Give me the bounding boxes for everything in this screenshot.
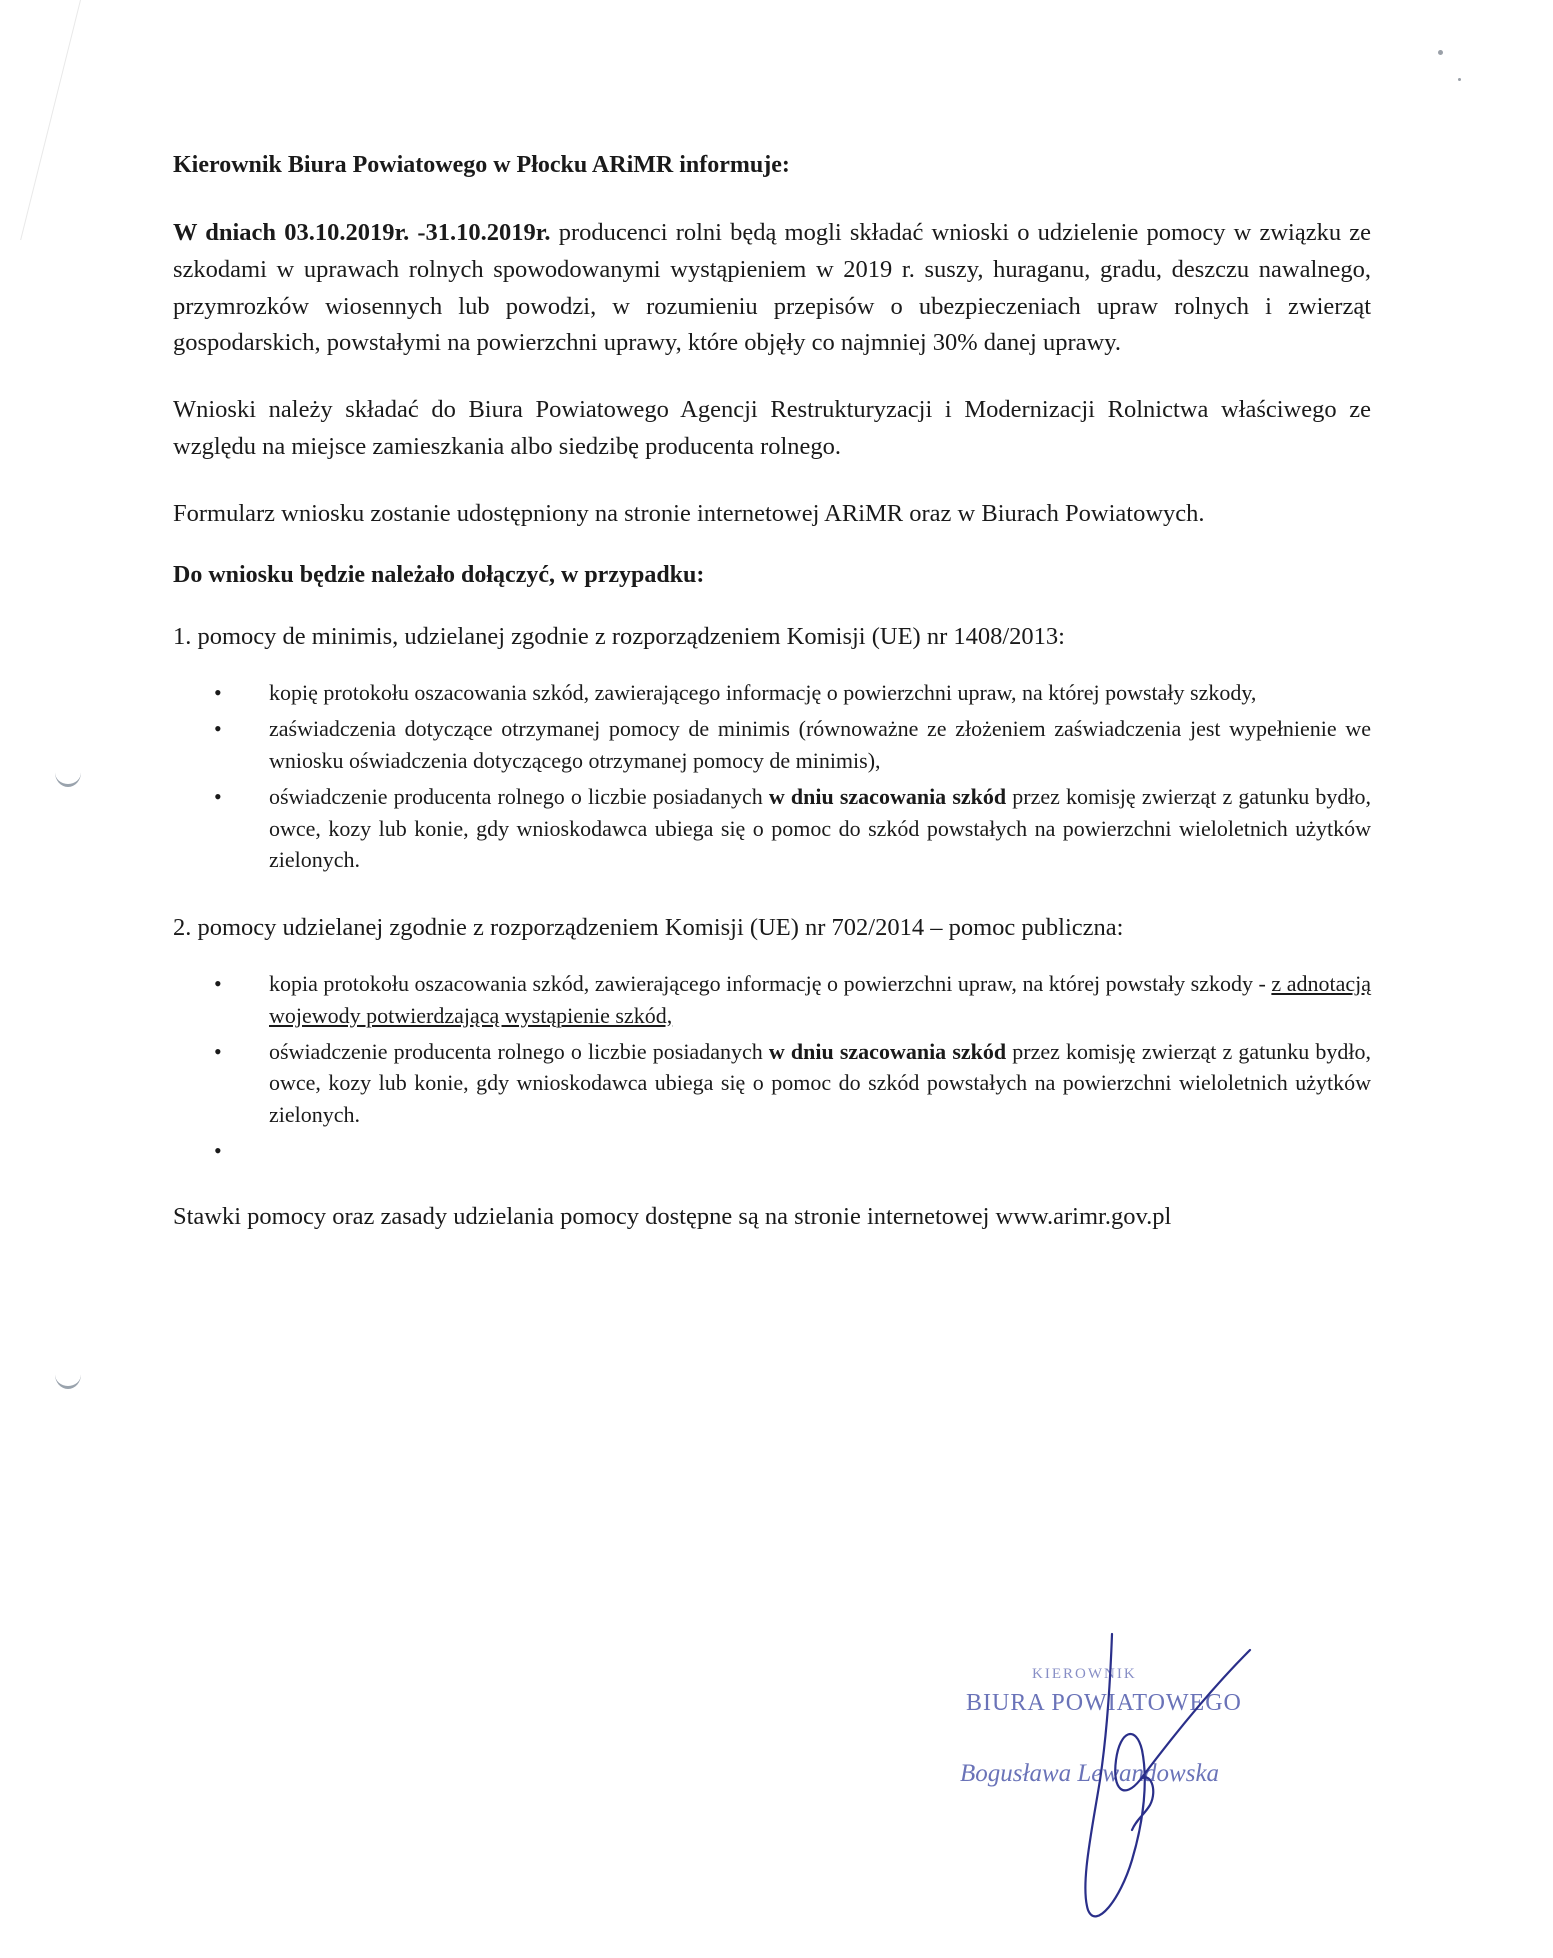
bullet-icon: • <box>214 715 222 741</box>
stamp-line-office: BIURA POWIATOWEGO <box>966 1690 1242 1716</box>
list-item: • zaświadczenia dotyczące otrzymanej pomocy de minimis (równoważne ze złożeniem zaświadczenia jest wypełnienie we wniosku oświadczenia dotyczącego otrzymanej pomocy de minimis), <box>269 713 1371 777</box>
scan-page-edge <box>0 0 81 240</box>
bullet-icon: • <box>214 679 222 705</box>
list-item: • oświadczenie producenta rolnego o liczbie posiadanych w dniu szacowania szkód przez komisję zwierząt z gatunku bydło, owce, kozy lub konie, gdy wnioskodawca ubiega się o pomoc do szkód powstałych na powierzchni wieloletnich użytków zielonych. <box>269 1036 1371 1132</box>
list-item: • oświadczenie producenta rolnego o liczbie posiadanych w dniu szacowania szkód przez komisję zwierząt z gatunku bydło, owce, kozy lub konie, gdy wnioskodawca ubiega się o pomoc do szkód powstałych na powierzchni wieloletnich użytków zielonych. <box>269 781 1371 877</box>
scan-speck <box>1458 78 1461 81</box>
bullet-icon: • <box>214 783 222 809</box>
bullet-icon: • <box>214 970 222 996</box>
list-item: • kopia protokołu oszacowania szkód, zawierającego informację o powierzchni upraw, na której powstały szkody - z adnotacją wojewody potwierdzającą wystąpienie szkód, <box>269 968 1371 1032</box>
stamp-line-title: KIEROWNIK <box>1032 1666 1137 1682</box>
submission-paragraph: Wnioski należy składać do Biura Powiatowego Agencji Restrukturyzacji i Modernizacji Rolnictwa właściwego ze względu na miejsce zamieszkania albo siedzibę producenta rolnego. <box>173 396 1371 460</box>
stamp-line-name: Bogusława Lewandowska <box>960 1760 1220 1787</box>
section-2-list <box>173 968 1371 1165</box>
handwritten-signature <box>1040 1630 1270 1930</box>
punch-hole-mark <box>55 1360 81 1389</box>
attachments-heading: Do wniosku będzie należało dołączyć, w przypadku: <box>173 562 705 589</box>
intro-paragraph <box>173 215 1371 362</box>
document-heading: Kierownik Biura Powiatowego w Płocku ARiMR informuje: <box>173 152 790 178</box>
bullet-icon: • <box>214 1038 222 1064</box>
form-availability-paragraph: Formularz wniosku zostanie udostępniony na stronie internetowej ARiMR oraz w Biurach Powiatowych. <box>173 499 1205 527</box>
scan-speck <box>1438 50 1443 55</box>
document-body <box>173 150 1371 1261</box>
underlined-annotation: z adnotacją wojewody potwierdzającą wystąpienie szkód, <box>269 970 1371 1028</box>
empty-list-item <box>214 1135 1371 1165</box>
bullet-icon: • <box>214 1138 222 1164</box>
intro-text: producenci rolni będą mogli składać wnioski o udzielenie pomocy w związku ze szkodami w uprawach rolnych spowodowanymi wystąpieniem w 2019 r. suszy, huraganu, gradu, deszczu nawalnego, przymrozków wiosennych lub powodzi, w rozumieniu przepisów o ubezpieczeniach upraw rolnych i zwierząt gospodarskich, powstałymi na powierzchni uprawy, które objęły co najmniej 30% danej uprawy. <box>173 219 1372 357</box>
date-range: W dniach 03.10.2019r. -31.10.2019r. <box>173 219 551 247</box>
list-item: • kopię protokołu oszacowania szkód, zawierającego informację o powierzchni upraw, na której powstały szkody, <box>269 677 1371 709</box>
section-1-list <box>173 677 1371 876</box>
section-1-title: 1. pomocy de minimis, udzielanej zgodnie z rozporządzeniem Komisji (UE) nr 1408/2013: <box>173 623 1065 651</box>
closing-paragraph: Stawki pomocy oraz zasady udzielania pomocy dostępne są na stronie internetowej www.arimr.gov.pl <box>173 1203 1172 1231</box>
section-2-title: 2. pomocy udzielanej zgodnie z rozporządzeniem Komisji (UE) nr 702/2014 – pomoc publiczna: <box>173 914 1124 942</box>
punch-hole-mark <box>55 758 81 787</box>
